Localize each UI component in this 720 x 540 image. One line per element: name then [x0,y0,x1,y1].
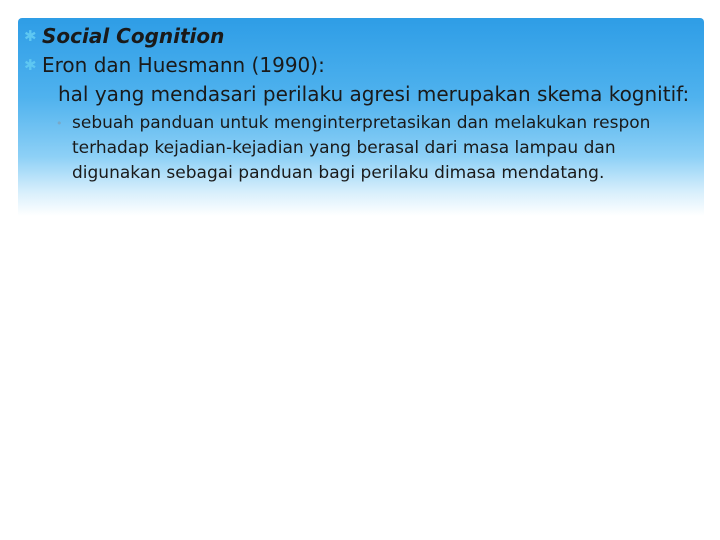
bullet-text-eron-huesmann: Eron dan Huesmann (1990): [42,53,325,77]
bullet-item [20,51,710,80]
bullet-continuation-text: hal yang mendasari perilaku agresi merupakan skema kognitif: [58,82,690,106]
dot-bullet-icon: • [56,117,63,130]
sub-bullet-text: sebuah panduan untuk menginterpretasikan dan melakukan respon terhadap kejadian-kejadian yang berasal dari masa lampau dan digunakan sebagai panduan bagi perilaku dimasa mendatang. [72,113,651,183]
bullet-text-social-cognition: Social Cognition [42,24,225,48]
asterisk-bullet-icon: ✱ [24,56,37,74]
slide-content [20,22,710,186]
sub-bullet-item [56,111,710,186]
bullet-item [20,22,710,51]
asterisk-bullet-icon: ✱ [24,27,37,45]
